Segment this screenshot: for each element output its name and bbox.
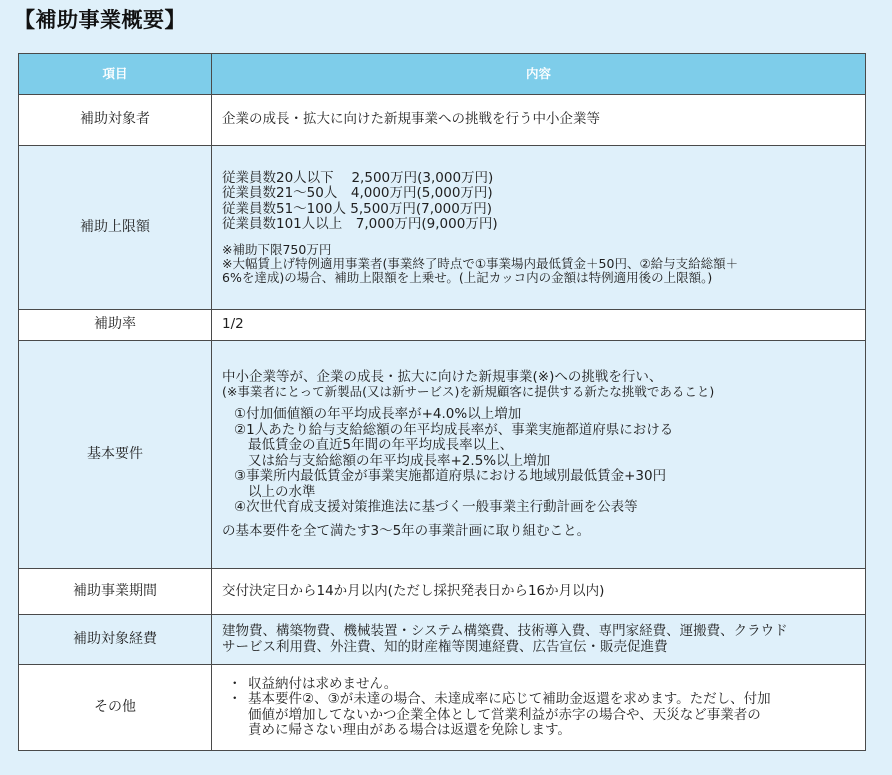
content-target: 企業の成長・拡大に向けた新規事業への挑戦を行う中小企業等: [212, 95, 866, 146]
other-item-text: 価値が増加してないかつ企業全体として営業利益が赤字の場合や、天災など事業者の: [248, 706, 761, 723]
label-expenses: 補助対象経費: [19, 615, 212, 665]
content-requirements: [212, 341, 866, 569]
header-row: [19, 54, 866, 95]
req-item: 又は給与支給総額の年平均成長率+2.5%以上増加: [248, 452, 551, 469]
summary-table: [18, 53, 866, 751]
limit-line: 従業員数51～100人 5,500万円(7,000万円): [222, 200, 493, 217]
req-intro-note: (※事業者にとって新製品(又は新サービス)を新規顧客に提供する新たな挑戦であること): [222, 384, 715, 400]
header-content: 内容: [212, 54, 866, 95]
req-item: 以上の水準: [248, 483, 316, 500]
row-target: [19, 95, 866, 146]
content-other: [212, 665, 866, 751]
bullet-icon: ・: [228, 691, 242, 707]
label-other: その他: [19, 665, 212, 751]
other-item-text: 基本要件②、③が未達の場合、未達成率に応じて補助金返還を求めます。ただし、付加: [248, 691, 771, 707]
req-outro: の基本要件を全て満たす3～5年の事業計画に取り組むこと。: [222, 522, 591, 539]
limit-note: ※大幅賃上げ特例適用事業者(事業終了時点で①事業場内最低賃金＋50円、②給与支給総額＋: [222, 255, 739, 271]
expense-line: サービス利用費、外注費、知的財産権等関連経費、広告宣伝・販売促進費: [222, 638, 668, 655]
req-item: 最低賃金の直近5年間の年平均成長率以上、: [248, 437, 514, 454]
limit-line: 従業員数101人以上 7,000万円(9,000万円): [222, 216, 498, 232]
bullet-icon: ・: [228, 675, 242, 692]
limit-note: ※補助下限750万円: [222, 241, 332, 257]
row-rate: [19, 310, 866, 341]
content-limit: [212, 146, 866, 310]
row-limit: [19, 146, 866, 310]
limit-note: 6%を達成)の場合、補助上限額を上乗せ。(上記カッコ内の金額は特例適用後の上限額。): [222, 269, 713, 285]
limit-line: 従業員数20人以下 2,500万円(3,000万円): [222, 169, 494, 186]
label-rate: 補助率: [19, 310, 212, 341]
row-other: [19, 665, 866, 751]
req-item: ②1人あたり給与支給総額の年平均成長率が、事業実施都道府県における: [234, 421, 674, 438]
content-expenses: [212, 615, 866, 665]
page-title: 【補助事業概要】: [14, 8, 186, 32]
other-item-text: 責めに帰さない理由がある場合は返還を免除します。: [248, 722, 571, 738]
label-period: 補助事業期間: [19, 569, 212, 615]
list-item: [222, 677, 855, 693]
label-target: 補助対象者: [19, 95, 212, 146]
row-period: [19, 569, 866, 615]
content-rate: 1/2: [212, 310, 866, 341]
req-intro: 中小企業等が、企業の成長・拡大に向けた新規事業(※)への挑戦を行い、: [222, 368, 663, 385]
req-item: ①付加価値額の年平均成長率が+4.0%以上増加: [234, 406, 522, 423]
req-item: ③事業所内最低賃金が事業実施都道府県における地域別最低賃金+30円: [234, 468, 667, 485]
label-requirements: 基本要件: [19, 341, 212, 569]
other-list: [222, 677, 855, 739]
limit-line: 従業員数21～50人 4,000万円(5,000万円): [222, 185, 493, 201]
expense-line: 建物費、構築物費、機械装置・システム構築費、技術導入費、専門家経費、運搬費、クラウド: [222, 623, 788, 639]
label-limit: 補助上限額: [19, 146, 212, 310]
list-item: [222, 692, 855, 739]
req-item: ④次世代育成支援対策推進法に基づく一般事業主行動計画を公表等: [234, 499, 638, 516]
other-item-text: 収益納付は求めません。: [248, 675, 398, 692]
content-period: 交付決定日から14か月以内(ただし採択発表日から16か月以内): [212, 569, 866, 615]
header-item: 項目: [19, 54, 212, 95]
row-expenses: [19, 615, 866, 665]
row-requirements: [19, 341, 866, 569]
